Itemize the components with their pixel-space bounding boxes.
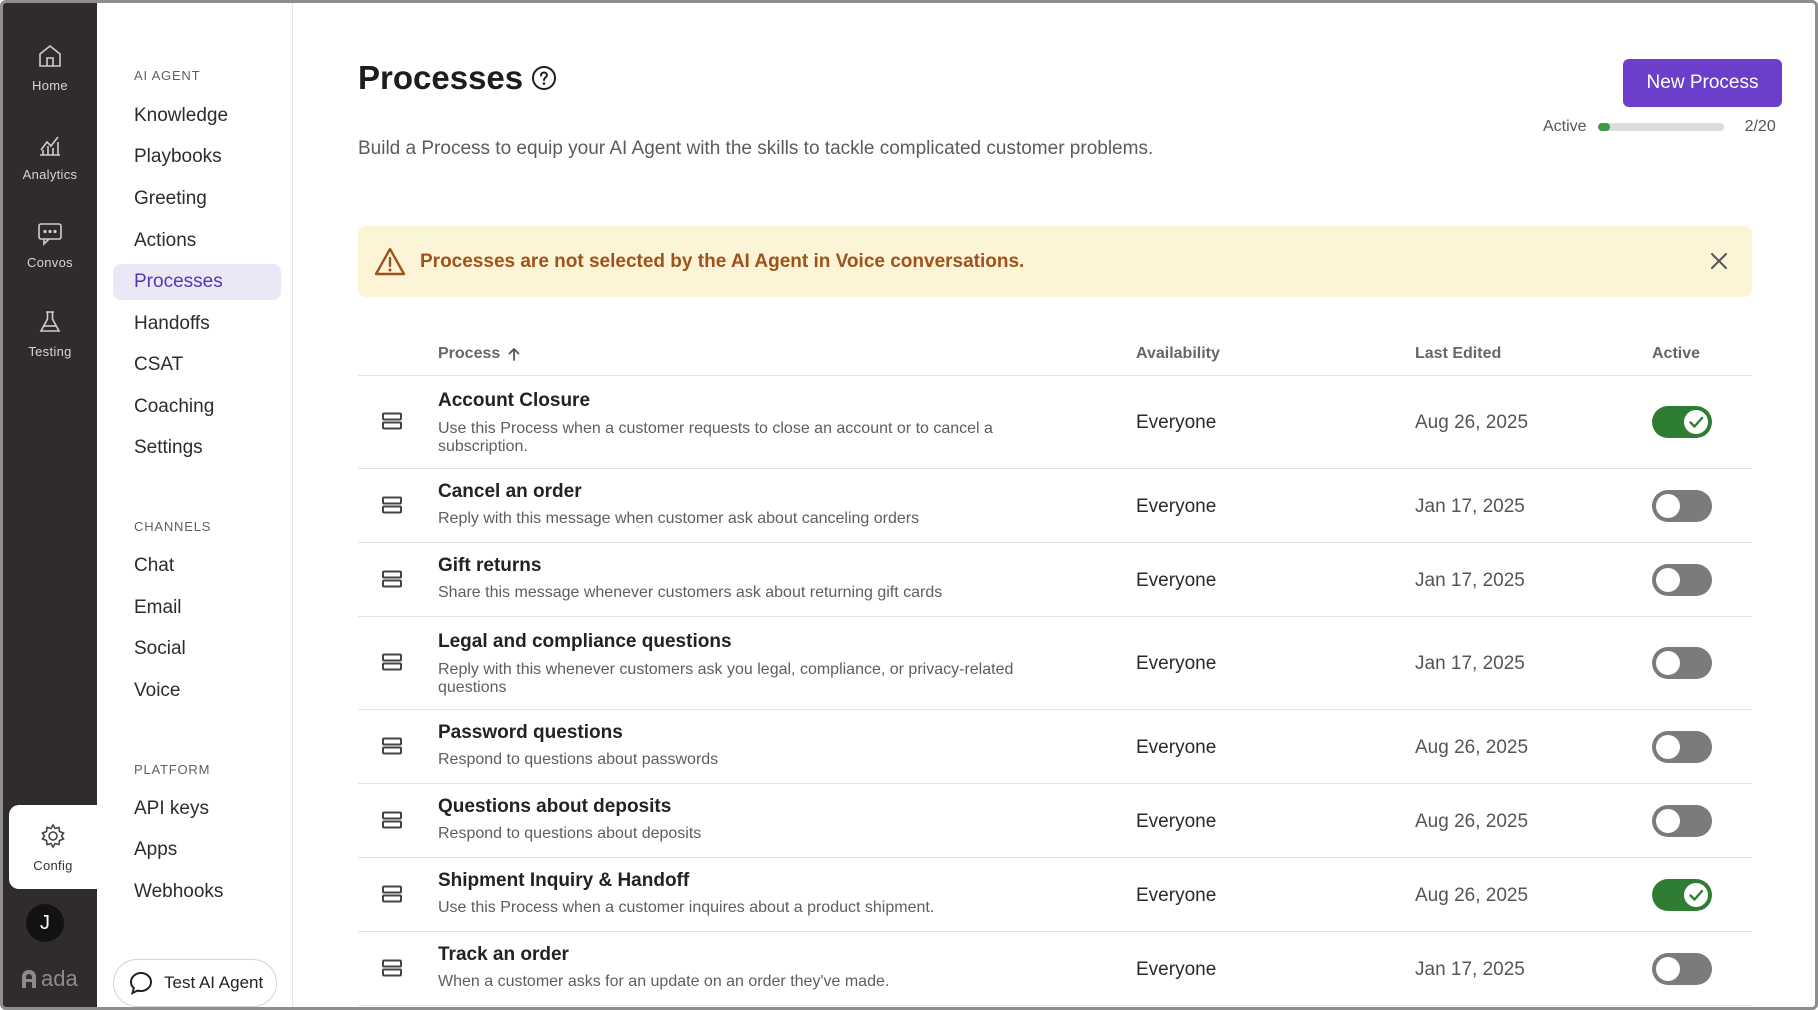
process-last-edited: Aug 26, 2025 <box>1415 412 1529 433</box>
subnav-item-webhooks[interactable]: Webhooks <box>134 881 224 902</box>
process-description-line: Respond to questions about passwords <box>438 751 719 768</box>
table-row[interactable] <box>358 858 1752 932</box>
table-header <box>358 333 1752 376</box>
table-row[interactable] <box>358 376 1752 469</box>
process-description <box>438 510 1058 528</box>
ada-logo <box>21 966 78 992</box>
drag-handle-icon[interactable] <box>380 409 404 433</box>
table-row[interactable] <box>358 710 1752 784</box>
active-toggle[interactable] <box>1652 805 1712 837</box>
subnav-item-email[interactable]: Email <box>134 597 182 618</box>
sort-arrow-up-icon <box>506 346 522 362</box>
subnav-item-playbooks[interactable]: Playbooks <box>134 146 222 167</box>
process-name: Questions about deposits <box>438 796 672 817</box>
subnav-item-chat[interactable]: Chat <box>134 555 175 576</box>
process-last-edited: Jan 17, 2025 <box>1415 653 1525 674</box>
process-name: Account Closure <box>438 390 591 411</box>
drag-handle-icon[interactable] <box>380 956 404 980</box>
process-last-edited: Aug 26, 2025 <box>1415 811 1529 832</box>
brand-name: ada <box>41 966 78 991</box>
subnav-item-knowledge[interactable]: Knowledge <box>134 105 229 126</box>
drag-handle-icon[interactable] <box>380 808 404 832</box>
primary-rail <box>3 3 97 1007</box>
active-progress-fill <box>1598 123 1611 131</box>
avatar[interactable]: J <box>26 904 64 942</box>
rail-item-label: Convos <box>27 254 73 270</box>
process-description <box>438 825 1058 843</box>
drag-handle-icon[interactable] <box>380 493 404 517</box>
active-meter-count: 2/20 <box>1744 118 1776 135</box>
subnav-item-social[interactable]: Social <box>134 638 186 659</box>
process-availability: Everyone <box>1136 885 1217 906</box>
process-description-line: Use this Process when a customer inquires about a product shipment. <box>438 899 935 916</box>
table-body <box>358 376 1752 1006</box>
subnav-item-api-keys[interactable]: API keys <box>134 798 209 819</box>
rail-item-testing[interactable] <box>3 293 97 373</box>
active-progress-bar <box>1598 123 1724 131</box>
column-header-last-edited[interactable]: Last Edited <box>1415 345 1502 362</box>
active-toggle[interactable] <box>1652 406 1712 438</box>
process-availability: Everyone <box>1136 653 1217 674</box>
process-description-line: When a customer asks for an update on an order they've made. <box>438 973 890 990</box>
toggle-knob <box>1656 957 1680 981</box>
toggle-knob <box>1656 809 1680 833</box>
process-description-line: questions <box>438 679 507 696</box>
toggle-knob <box>1684 883 1708 907</box>
process-description <box>438 899 1058 917</box>
process-description-line: Use this Process when a customer requests to close an account or to cancel a <box>438 420 993 437</box>
column-header-process[interactable] <box>438 345 522 363</box>
rail-item-label: Testing <box>28 343 72 359</box>
process-availability: Everyone <box>1136 412 1217 433</box>
subnav-item-coaching[interactable]: Coaching <box>134 396 215 417</box>
toggle-knob <box>1656 735 1680 759</box>
subnav-item-greeting[interactable]: Greeting <box>134 188 207 209</box>
column-header-active[interactable]: Active <box>1652 345 1701 362</box>
process-name: Legal and compliance questions <box>438 631 732 652</box>
chat-bubble-icon <box>36 219 64 247</box>
voice-warning-banner <box>358 226 1752 297</box>
close-icon[interactable] <box>1706 248 1732 274</box>
section-channels: CHANNELS <box>134 519 212 534</box>
active-toggle[interactable] <box>1652 564 1712 596</box>
processes-table <box>358 333 1752 1006</box>
drag-handle-icon[interactable] <box>380 882 404 906</box>
main-content <box>293 3 1815 1007</box>
process-availability: Everyone <box>1136 496 1217 517</box>
active-processes-meter <box>1543 116 1782 138</box>
drag-handle-icon[interactable] <box>380 650 404 674</box>
active-toggle[interactable] <box>1652 731 1712 763</box>
process-description <box>438 751 1058 769</box>
rail-item-convos[interactable] <box>3 204 97 284</box>
process-name: Shipment Inquiry & Handoff <box>438 870 690 891</box>
subnav-item-handoffs[interactable]: Handoffs <box>134 313 210 334</box>
table-row[interactable] <box>358 932 1752 1006</box>
process-description <box>438 584 1058 602</box>
table-row[interactable] <box>358 469 1752 543</box>
page-title: Processes <box>358 59 524 96</box>
subnav-item-apps[interactable]: Apps <box>134 839 178 860</box>
table-row[interactable] <box>358 543 1752 617</box>
process-availability: Everyone <box>1136 959 1217 980</box>
toggle-knob <box>1656 494 1680 518</box>
process-availability: Everyone <box>1136 811 1217 832</box>
process-description <box>438 420 1058 456</box>
rail-item-label: Home <box>32 77 68 93</box>
chat-bubble-icon <box>128 970 154 996</box>
home-icon <box>36 42 64 70</box>
page-subtitle: Build a Process to equip your AI Agent with the skills to tackle complicated customer problems. <box>358 138 1154 159</box>
toggle-knob <box>1684 410 1708 434</box>
warning-icon <box>374 247 406 277</box>
rail-item-label: Analytics <box>22 166 78 182</box>
process-last-edited: Jan 17, 2025 <box>1415 496 1525 517</box>
drag-handle-icon[interactable] <box>380 734 404 758</box>
toggle-knob <box>1656 651 1680 675</box>
active-toggle[interactable] <box>1652 879 1712 911</box>
test-ai-agent-button[interactable] <box>113 959 277 1007</box>
drag-handle-icon[interactable] <box>380 567 404 591</box>
process-name: Track an order <box>438 944 569 965</box>
section-ai-agent: AI AGENT <box>134 68 201 83</box>
process-description-line: Respond to questions about deposits <box>438 825 702 842</box>
process-description-line: subscription. <box>438 438 528 455</box>
banner-message: Processes are not selected by the AI Agent in Voice conversations. <box>420 250 1025 272</box>
subnav-item-voice[interactable]: Voice <box>134 680 181 701</box>
active-toggle[interactable] <box>1652 490 1712 522</box>
ada-mark-icon <box>21 970 37 988</box>
subnav-item-csat[interactable]: CSAT <box>134 354 184 375</box>
rail-item-home[interactable] <box>3 27 97 107</box>
process-last-edited: Jan 17, 2025 <box>1415 959 1525 980</box>
table-row[interactable] <box>358 784 1752 858</box>
process-last-edited: Aug 26, 2025 <box>1415 885 1529 906</box>
process-last-edited: Aug 26, 2025 <box>1415 737 1529 758</box>
active-toggle[interactable] <box>1652 953 1712 985</box>
test-ai-agent-label: Test AI Agent <box>164 973 264 992</box>
process-name: Password questions <box>438 722 623 743</box>
process-description <box>438 661 1058 697</box>
subnav-item-processes[interactable]: Processes <box>113 264 281 300</box>
process-name: Cancel an order <box>438 481 582 502</box>
gear-icon <box>39 822 67 850</box>
active-meter-label: Active <box>1543 118 1587 135</box>
analytics-icon <box>36 131 64 159</box>
section-platform: PLATFORM <box>134 762 211 777</box>
active-toggle[interactable] <box>1652 647 1712 679</box>
process-availability: Everyone <box>1136 570 1217 591</box>
rail-item-label: Config <box>33 857 73 873</box>
question-circle-icon <box>531 65 557 91</box>
process-availability: Everyone <box>1136 737 1217 758</box>
table-row[interactable] <box>358 617 1752 710</box>
rail-item-analytics[interactable] <box>3 116 97 196</box>
process-description-line: Reply with this message when customer ask about canceling orders <box>438 510 920 527</box>
process-description-line: Share this message whenever customers ask about returning gift cards <box>438 584 943 601</box>
toggle-knob <box>1656 568 1680 592</box>
subnav-item-settings[interactable]: Settings <box>134 437 203 458</box>
process-description-line: Reply with this whenever customers ask you legal, compliance, or privacy-related <box>438 661 1014 678</box>
process-description <box>438 973 1058 991</box>
new-process-button[interactable]: New Process <box>1623 59 1782 107</box>
rail-item-config[interactable] <box>9 805 97 889</box>
help-icon[interactable] <box>531 65 557 91</box>
config-subnav <box>97 3 293 1007</box>
subnav-item-actions[interactable]: Actions <box>134 230 197 251</box>
process-last-edited: Jan 17, 2025 <box>1415 570 1525 591</box>
process-name: Gift returns <box>438 555 542 576</box>
column-header-availability[interactable]: Availability <box>1136 345 1220 362</box>
column-header-process-label: Process <box>438 345 501 362</box>
flask-icon <box>36 308 64 336</box>
